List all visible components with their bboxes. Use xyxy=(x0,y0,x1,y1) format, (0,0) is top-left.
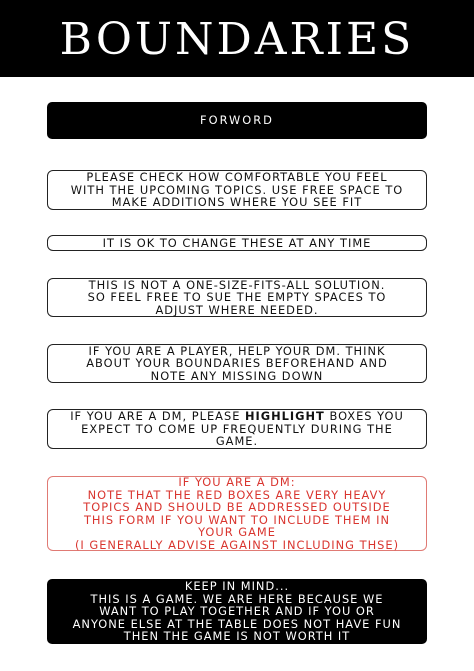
keep-line-1: KEEP IN MIND... xyxy=(184,579,290,594)
one-size-line-1: THIS IS NOT A ONE-SIZE-FITS-ALL SOLUTION. xyxy=(88,277,386,292)
keep-line-2: THIS IS A GAME. WE ARE HERE BECAUSE WE xyxy=(90,591,384,606)
player-box xyxy=(47,344,427,383)
intro-line-1: PLEASE CHECK HOW COMFORTABLE YOU FEEL xyxy=(86,170,388,185)
dm-line-1 xyxy=(70,410,404,423)
dm-line-1-pre: IF YOU ARE A DM, PLEASE xyxy=(70,409,246,424)
forword-label: FORWORD xyxy=(200,113,274,128)
red-line-4: THIS FORM IF YOU WANT TO INCLUDE THEM IN xyxy=(83,512,391,527)
intro-line-3: MAKE ADDITIONS WHERE YOU SEE FIT xyxy=(111,195,363,210)
change-box xyxy=(47,235,427,251)
player-line-3: NOTE ANY MISSING DOWN xyxy=(150,368,324,383)
keep-line-3: WANT TO PLAY TOGETHER AND IF YOU OR xyxy=(99,604,375,619)
dm-box xyxy=(47,409,427,449)
page-title: BOUNDARIES xyxy=(59,13,415,65)
dm-highlight-word: HIGHLIGHT xyxy=(245,409,325,424)
one-size-line-3: ADJUST WHERE NEEDED. xyxy=(155,302,319,317)
keep-in-mind-box xyxy=(47,579,427,644)
red-line-2: NOTE THAT THE RED BOXES ARE VERY HEAVY xyxy=(87,487,387,502)
player-line-1: IF YOU ARE A PLAYER, HELP YOUR DM. THINK xyxy=(88,343,386,358)
dm-line-3: GAME. xyxy=(215,434,259,449)
player-line-2: ABOUT YOUR BOUNDARIES BEFOREHAND AND xyxy=(86,356,388,371)
red-line-5: YOUR GAME xyxy=(198,525,276,539)
one-size-box xyxy=(47,278,427,317)
red-line-1: IF YOU ARE A DM: xyxy=(178,475,296,489)
header-banner xyxy=(0,0,474,77)
red-warning-box xyxy=(47,476,427,551)
intro-box xyxy=(47,170,427,210)
red-line-6: (I GENERALLY ADVISE AGAINST INCLUDING THSE) xyxy=(74,537,400,552)
change-line: IT IS OK TO CHANGE THESE AT ANY TIME xyxy=(102,235,372,250)
keep-line-5: THEN THE GAME IS NOT WORTH IT xyxy=(123,629,351,644)
red-line-3: TOPICS AND SHOULD BE ADDRESSED OUTSIDE xyxy=(83,500,391,514)
intro-line-2: WITH THE UPCOMING TOPICS. USE FREE SPACE TO xyxy=(70,182,404,197)
dm-line-2: EXPECT TO COME UP FREQUENTLY DURING THE xyxy=(81,421,393,436)
keep-line-4: ANYONE ELSE AT THE TABLE DOES NOT HAVE FUN xyxy=(72,616,402,631)
forword-box xyxy=(47,102,427,139)
dm-line-1-post: BOXES YOU xyxy=(324,409,404,424)
one-size-line-2: SO FEEL FREE TO SUE THE EMPTY SPACES TO xyxy=(87,290,387,305)
